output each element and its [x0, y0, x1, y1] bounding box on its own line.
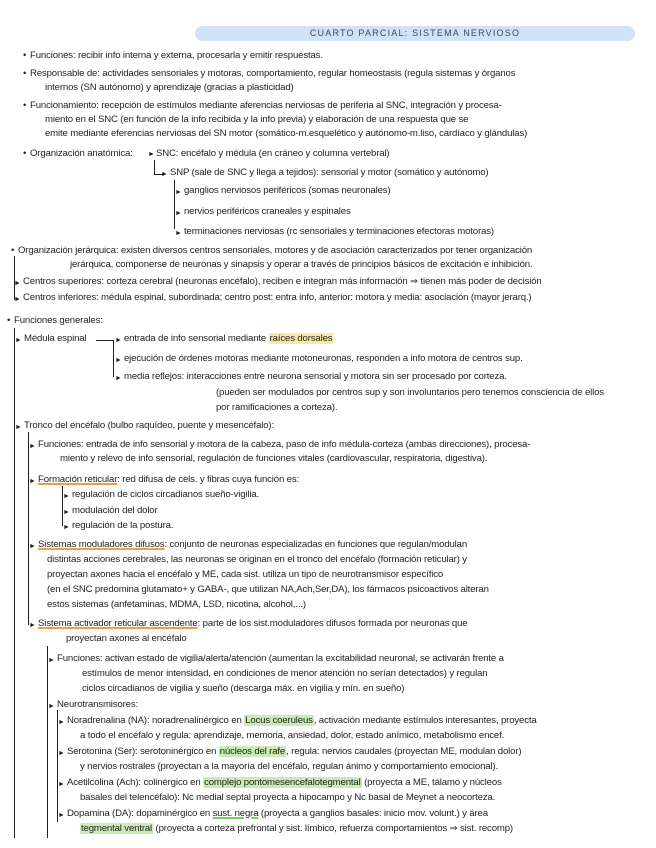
note-serotonina: Serotonina (Ser): serotoninérgico en núcleos del rafe, regula: nervios caudales (proyectan ME, modulan dolor) [67, 746, 522, 757]
note-snp-nervios: nervios periféricos craneales y espinales [184, 206, 351, 217]
arrow-icon: ► [48, 657, 55, 664]
note-medula-reflejos: media reflejos: interacciones entre neurona sensorial y motora sin ser procesado por corteza. [124, 371, 507, 382]
arrow-icon: ► [14, 280, 21, 287]
highlight-raices-dorsales: raíces dorsales [269, 333, 333, 344]
arrow-icon: ► [58, 812, 65, 819]
highlight-tegmental-ventral: tegmental ventral [81, 823, 153, 834]
note-snp: SNP (sale de SNC y llega a tejidos): sensorial y motor (somático y autónomo) [170, 167, 489, 178]
note-formacion-reticular: Formación reticular: red difusa de cels. y fibras cuya función es: [38, 474, 299, 485]
note-medula-espinal: Médula espinal [24, 333, 87, 344]
note-organizacion-jerarquica: • Organización jerárquica: existen diversos centros sensoriales, motores y de asociación caracterizados por tener organización [18, 244, 532, 258]
underline-sistema-activador: Sistema activador reticular ascendente [38, 618, 198, 629]
note-noradrenalina-cont: a todo el encéfalo y regula: aprendizaje, memoria, ansiedad, dolor, estado anímico, metabolismo encef. [80, 730, 505, 741]
tree-main-line [14, 328, 15, 838]
tree-line [47, 646, 48, 838]
note-formacion-dolor: modulación del dolor [72, 505, 158, 516]
note-sistema-activador-cont: proyectan axones al encéfalo [66, 633, 187, 644]
note-dopamina-cont: tegmental ventral (proyecta a corteza prefrontal y sist. límbico, refuerza comportamientos ⇒ sist. recomp) [81, 823, 513, 834]
underline-sust-negra: sust. negra [212, 808, 259, 819]
note-acetilcolina-cont: basales del telencéfalo): Nc medial septal proyecta a hipocampo y Nc basal de Meynet a neocorteza. [80, 792, 496, 803]
note-centros-inferiores: Centros inferiores: médula espinal, subordinada; centro post: entra info, anterior: motora y media: asociación (mayor jerarq.) [23, 292, 532, 303]
arrow-icon: ► [175, 189, 182, 196]
note-funcionamiento: • Funcionamiento: recepción de estímulos mediante aferencias nerviosas de periferia al SNC, integración y procesa- [30, 99, 502, 113]
arrow-icon: ► [63, 509, 70, 516]
note-medula-reflejos-cont-2: por ramificaciones a corteza). [216, 402, 338, 413]
note-noradrenalina: Noradrenalina (NA): noradrenalinérgico en Locus coeruleus, activación mediante estímulos interesantes, proyecta [67, 715, 537, 726]
arrow-icon: ► [175, 210, 182, 217]
note-sistemas-cont-1: distintas acciones cerebrales, las neuronas se originan en el tronco del encéfalo (formación reticular) y [47, 554, 467, 565]
note-formacion-postura: regulación de la postura. [72, 520, 174, 531]
note-sistemas-cont-4: estos sistemas (anfetaminas, MDMA, LSD, nicotina, alcohol,...) [47, 599, 306, 610]
arrow-icon: ► [15, 424, 22, 431]
note-tronco-funciones: Funciones: entrada de info sensorial y motora de la cabeza, paso de info médula-corteza (ambas direcciones), procesa- [38, 439, 531, 450]
note-organizacion-anatomica: • Organización anatómica: [30, 147, 133, 161]
note-dopamina: Dopamina (DA): dopaminérgico en sust. negra (proyecta a ganglios basales: inicio mov. volunt.) y área [67, 808, 488, 819]
note-neurotransmisores: Neurotransmisores: [57, 699, 139, 710]
note-activador-funciones-cont-1: estímulos de menor intensidad, en condiciones de menor atención no serían detectados) y regulan [82, 668, 488, 679]
highlight-complejo-pontomesencefalotegmental: complejo pontomesencefalotegmental [204, 777, 361, 788]
arrow-icon: ► [115, 375, 122, 382]
tree-line [96, 340, 113, 341]
highlight-nucleos-rafe: núcleos del rafe [219, 746, 286, 757]
note-snc: SNC: encéfalo y médula (en cráneo y columna vertebral) [156, 148, 390, 159]
arrow-icon: ► [58, 719, 65, 726]
note-organizacion-jerarquica-cont: jerárquica, componerse de neuronas y sinapsis y operar a través de principios básicos de excitación e inhibición. [70, 259, 533, 270]
underline-sistemas-moduladores: Sistemas moduladores difusos [38, 539, 165, 550]
arrow-icon: ► [29, 543, 36, 550]
arrow-icon: ► [115, 357, 122, 364]
page-title: CUARTO PARCIAL: SISTEMA NERVIOSO [309, 28, 521, 38]
note-funciones-generales: • Funciones generales: [14, 314, 103, 328]
arrow-icon: ► [161, 171, 168, 178]
arrow-icon: ► [14, 296, 21, 303]
note-snp-terminaciones: terminaciones nerviosas (rc sensoriales y terminaciones efectoras motoras) [184, 226, 494, 237]
note-funcionamiento-cont-2: emite mediante eferencias nerviosas del SN motor (somático-m.esquelético y autónomo-m.liso, cardíaco y glándulas) [45, 128, 528, 139]
note-funcionamiento-cont-1: miento en el SNC (en función de la info recibida y la info previa) y elaboración de una respuesta que se [45, 114, 469, 125]
arrow-icon: ► [148, 151, 155, 158]
note-sistemas-cont-2: proyectan axones hacia el encéfalo y ME, cada sist. utiliza un tipo de neurotransmisor específico [47, 569, 444, 580]
arrow-icon: ► [58, 781, 65, 788]
note-sistemas-moduladores: Sistemas moduladores difusos: conjunto de neuronas especializadas en funciones que regulan/modulan [38, 539, 468, 550]
note-centros-superiores: Centros superiores: corteza cerebral (neuronas encéfalo), reciben e integran más información ⇒ tienen más poder de decisión [23, 276, 542, 287]
arrow-icon: ► [63, 493, 70, 500]
note-funciones: • Funciones: recibir info interna y externa, procesarla y emitir respuestas. [30, 49, 323, 63]
note-sistemas-cont-3: (en el SNC predomina glutamato+ y GABA-, que utilizan NA,Ach,Ser,DA), los fármacos psicoactivos alteran [47, 584, 489, 595]
note-activador-funciones: Funciones: activan estado de vigilia/alerta/atención (aumentan la excitabilidad neuronal, se activarán frente a [57, 653, 504, 664]
arrow-icon: ► [29, 478, 36, 485]
title-banner [195, 26, 635, 41]
note-medula-ejecucion: ejecución de órdenes motoras mediante motoneuronas, responden a info motora de centros sup. [124, 353, 523, 364]
arrow-icon: ► [63, 524, 70, 531]
arrow-icon: ► [29, 622, 36, 629]
tree-line [154, 160, 155, 174]
tree-line [14, 256, 15, 300]
note-responsable-cont: internos (SN autónomo) y aprendizaje (gracias a plasticidad) [45, 82, 294, 93]
note-medula-entrada: entrada de info sensorial mediante raíces dorsales [124, 333, 333, 344]
tree-line [28, 432, 29, 625]
note-serotonina-cont: y nervios rostrales (proyectan a la mayoría del encéfalo, regulan ánimo y comportamiento emocional). [80, 761, 498, 772]
arrow-icon: ► [29, 443, 36, 450]
note-formacion-ciclos: regulación de ciclos circadianos sueño-vigilia. [72, 489, 260, 500]
tree-line [113, 340, 114, 377]
note-medula-reflejos-cont-1: (pueden ser modulados por centros sup y son involuntarios pero tenemos consciencia de ellos [216, 387, 604, 398]
note-responsable: • Responsable de: actividades sensoriales y motoras, comportamiento, regular homeostasis (regula sistemas y órganos [30, 67, 515, 81]
arrow-icon: ► [15, 337, 22, 344]
note-sistema-activador: Sistema activador reticular ascendente: parte de los sist.moduladores difusos formada por neuronas que [38, 618, 468, 629]
note-tronco-encefalo: Tronco del encéfalo (bulbo raquídeo, puente y mesencéfalo): [24, 420, 274, 431]
note-acetilcolina: Acetilcolina (Ach): colinérgico en complejo pontomesencefalotegmental (proyecta a ME, tálamo y núcleos [67, 777, 502, 788]
note-activador-funciones-cont-2: ciclos circadianos de vigilia y sueño (descarga máx. en vigilia y mín. en sueño) [82, 683, 405, 694]
note-snp-ganglios: ganglios nerviosos periféricos (somas neuronales) [184, 185, 391, 196]
arrow-icon: ► [115, 337, 122, 344]
note-tronco-funciones-cont: miento y relevo de info sensorial, regulación de funciones vitales (cardiovascular, respiratoria, digestiva). [60, 453, 488, 464]
highlight-locus-coeruleus: Locus coeruleus [245, 715, 313, 726]
arrow-icon: ► [58, 750, 65, 757]
arrow-icon: ► [48, 703, 55, 710]
underline-formacion-reticular: Formación reticular [38, 474, 118, 485]
arrow-icon: ► [175, 230, 182, 237]
